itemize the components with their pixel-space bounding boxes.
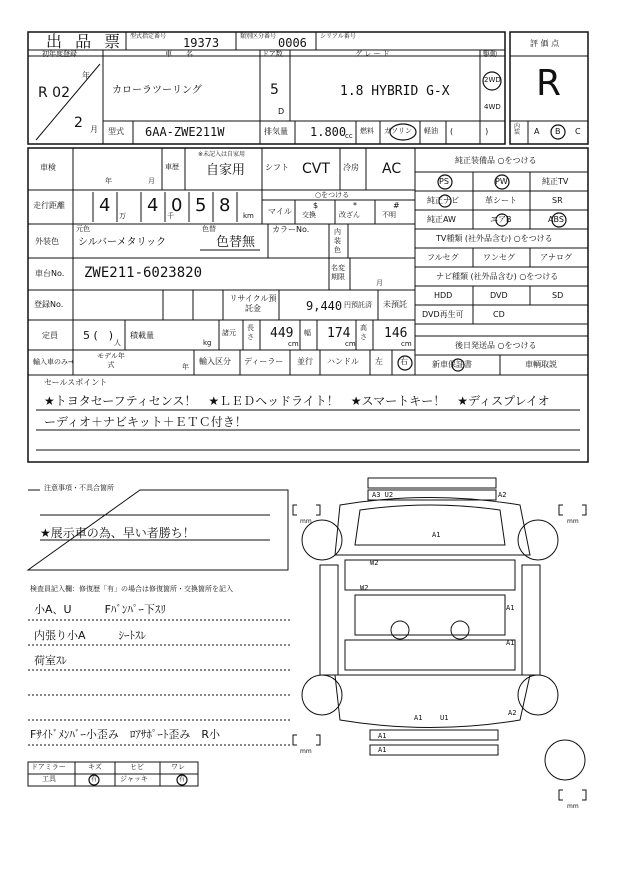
- later-manual: 車輌取説: [525, 360, 557, 369]
- shift-value: CVT: [302, 161, 330, 177]
- int-color-label: 内装色: [334, 228, 341, 254]
- reg-no-label: 登録No.: [34, 300, 64, 309]
- navi-type-title: ナビ種類 (社外品含む) ○をつける: [436, 272, 559, 281]
- import-dealer: ディーラー: [244, 357, 284, 366]
- chassis-value: ZWE211-6023820: [84, 265, 203, 281]
- recycle-label: リサイクル預託金: [229, 294, 277, 313]
- inspector-line-1: 小A、U Fﾊﾞﾝﾊﾟｰ下ｽﾘ: [34, 603, 166, 616]
- color-no-label: カラーNo.: [272, 225, 310, 234]
- import-type-label: 輸入区分: [199, 357, 231, 366]
- height-label: 高さ: [360, 324, 367, 341]
- diagram-label-right-rear-door: A1: [506, 639, 515, 647]
- opt-tv: 純正TV: [542, 177, 569, 186]
- katashiki-label: 型式指定番号: [130, 33, 167, 40]
- mileage-digit-3: 0: [171, 195, 183, 216]
- width-label: 幅: [304, 329, 311, 337]
- color-label: 外装色: [35, 237, 59, 246]
- opt-cd: CD: [493, 310, 505, 319]
- equip-title: 純正装備品 ○をつける: [455, 156, 537, 165]
- fuel-other: ( ): [450, 127, 489, 136]
- opt-fullseg: フルセグ: [427, 253, 459, 262]
- car-diagram: [293, 478, 586, 800]
- kaizan-mark: *: [353, 201, 357, 210]
- notes-text: ★展示車の為、早い者勝ち！: [40, 526, 195, 540]
- mm-front-left: mm: [300, 518, 312, 525]
- orig-color-value: シルバーメタリック: [78, 237, 167, 248]
- ruibetsu-value: 0006: [278, 36, 307, 50]
- shaken-year-unit: 年: [105, 177, 112, 185]
- car-name-label: 車 名: [165, 50, 193, 58]
- legend-mirror: ドアミラー: [31, 763, 66, 771]
- load-label: 積載量: [130, 331, 154, 340]
- shareki-value: 自家用: [206, 163, 246, 178]
- width-value: 174: [327, 326, 351, 341]
- opt-dvd-play: DVD再生可: [422, 310, 464, 319]
- doors-sub: D: [278, 107, 285, 116]
- sales-line-1: ★トヨタセーフティセンス！ ★ＬＥＤヘッドライト！ ★スマートキー！ ★ディスプレイオ: [44, 394, 550, 408]
- diagram-label-front-right: A2: [498, 491, 507, 499]
- length-value: 449: [270, 326, 294, 341]
- person-unit: 人: [114, 339, 121, 347]
- legend-tools: 工具: [42, 775, 56, 783]
- inspector-line-3: 荷室ｽﾚ: [34, 654, 67, 667]
- inspector-line-2: 内張り小A ｼｰﾄｽﾚ: [34, 629, 147, 642]
- opt-dvd: DVD: [490, 291, 508, 300]
- opt-aw: 純正AW: [427, 215, 456, 224]
- diagram-label-rear-a1: A1: [414, 714, 423, 722]
- evaluation-value: R: [536, 63, 562, 104]
- diagram-label-right-front-door: A1: [506, 604, 515, 612]
- meigi-label: 名変期限: [331, 264, 345, 281]
- sen-unit: 千: [167, 212, 174, 220]
- man-unit: 万: [119, 212, 126, 220]
- interior-label: 内装: [514, 123, 521, 136]
- shareki-note: ※未記入は自家用: [198, 151, 246, 158]
- grade-value: 1.8 HYBRID G-X: [340, 84, 450, 99]
- sales-line-2: ーディオ＋ナビキット＋ＥＴＣ付き！: [44, 415, 247, 429]
- opt-oneseg: ワンセグ: [483, 253, 515, 262]
- fuel-gasoline: ガソリン: [384, 127, 412, 135]
- notes-label: 注意事項・不具合箇所: [44, 484, 114, 492]
- recycle-value: 9,440: [306, 299, 343, 313]
- katashiki-value: 19373: [183, 36, 220, 50]
- inspector-line-6: Fｻｲﾄﾞﾒﾝﾊﾞｰ小歪み ﾛｱｻﾎﾟｰﾄ歪み R小: [30, 728, 220, 741]
- handle-label: ハンドル: [327, 357, 359, 366]
- handle-left: 左: [375, 357, 383, 366]
- inspector-label: 検査員記入欄：修復歴「有」の場合は修復箇所・交換箇所を記入: [30, 585, 233, 593]
- length-cm: cm: [288, 340, 299, 348]
- mileage-digit-2: 4: [147, 195, 159, 216]
- interior-grade-b: B: [555, 127, 561, 136]
- recycle-status: 円預託済: [344, 301, 372, 309]
- mileage-maru-note: ○をつける: [315, 191, 350, 199]
- diagram-label-left-window: W2: [360, 584, 369, 592]
- mileage-digit-4: 5: [195, 195, 207, 216]
- opt-ps: PS: [439, 177, 449, 186]
- later-warranty: 新車保証書: [432, 360, 472, 369]
- cc-unit: cc: [345, 132, 353, 140]
- first-reg-era: R 02: [38, 85, 70, 101]
- kg-unit: kg: [203, 339, 212, 347]
- mm-rear-left: mm: [300, 748, 312, 755]
- height-value: 146: [384, 326, 408, 341]
- legend-ware: ワレ: [171, 763, 185, 771]
- height-cm: cm: [401, 340, 412, 348]
- import-label: 輸入車のみ→: [33, 358, 74, 366]
- capacity-label: 定員: [42, 331, 58, 340]
- later-title: 後日発送品 ○をつける: [455, 341, 537, 350]
- mileage-label: 走行距離: [33, 201, 65, 210]
- chassis-label: 車台No.: [35, 269, 65, 278]
- width-cm: cm: [345, 340, 356, 348]
- doors-value: 5: [270, 82, 279, 98]
- month-unit: 月: [90, 125, 98, 134]
- diagram-label-rear-right: A2: [508, 709, 517, 717]
- form-title: 出 品 票: [46, 32, 125, 51]
- drive-2wd: 2WD: [484, 76, 501, 84]
- handle-right: 右: [400, 357, 408, 366]
- opt-abs: ABS: [548, 215, 564, 224]
- orig-color-label: 元色: [76, 225, 90, 233]
- opt-analog: アナログ: [540, 253, 572, 262]
- legend-hibi: ヒビ: [130, 763, 144, 771]
- import-parallel: 並行: [297, 357, 313, 366]
- tv-type-title: TV種類 (社外品含む) ○をつける: [436, 234, 553, 243]
- year-unit: 年: [82, 71, 90, 80]
- size-label: 諸元: [222, 329, 236, 337]
- km-unit: km: [243, 212, 254, 220]
- evaluation-label: 評 価 点: [530, 39, 560, 48]
- kaizan-label: 改ざん: [339, 211, 360, 219]
- diagram-label-windshield: W2: [370, 559, 379, 567]
- model-label: 型式: [108, 127, 124, 136]
- exchange-label: 交換: [302, 211, 316, 219]
- shift-label: シフト: [265, 163, 289, 172]
- mm-spare: mm: [567, 803, 579, 810]
- mileage-digit-5: 8: [219, 195, 231, 216]
- model-year-label: モデル年式: [97, 352, 125, 369]
- diagram-label-rear-bumper-2: A1: [378, 746, 387, 754]
- diagram-label-hood: A1: [432, 531, 441, 539]
- cooler-label: 冷房: [343, 163, 359, 172]
- mileage-digit-1: 4: [99, 195, 111, 216]
- interior-grade-c: C: [575, 127, 581, 136]
- opt-sd: SD: [552, 291, 564, 300]
- opt-leather: 革シート: [485, 196, 517, 205]
- fuel-diesel: 軽油: [424, 127, 438, 135]
- sales-label: セールスポイント: [44, 378, 108, 387]
- shareki-label: 車歴: [165, 163, 179, 171]
- color-change-label: 色替: [202, 225, 216, 233]
- legend-jack-yu: 有: [179, 776, 186, 783]
- capacity-value: 5 ( ): [83, 329, 114, 342]
- opt-sr: SR: [552, 196, 563, 205]
- drive-label: 駆動: [483, 50, 497, 58]
- grade-label: グ レ ー ド: [355, 50, 390, 58]
- model-year-unit: 年: [182, 363, 189, 371]
- shaken-label: 車検: [40, 163, 56, 172]
- displacement-value: 1.800: [310, 125, 347, 139]
- meigi-month-unit: 月: [376, 279, 383, 287]
- fuel-label: 燃料: [360, 127, 374, 135]
- recycle-not: 未預託: [383, 300, 407, 309]
- mile-label: マイル: [268, 207, 292, 216]
- doors-label: ドア数: [262, 50, 283, 58]
- interior-grade-a: A: [534, 127, 540, 136]
- car-name-value: カローラツーリング: [112, 85, 202, 96]
- displacement-label: 排気量: [264, 127, 288, 136]
- mm-front-right: mm: [567, 518, 579, 525]
- first-reg-month: 2: [74, 115, 83, 131]
- legend-jack: ジャッキ: [120, 775, 148, 783]
- shaken-month-unit: 月: [148, 177, 155, 185]
- drive-4wd: 4WD: [484, 103, 501, 111]
- opt-airbag: エアB: [490, 215, 512, 224]
- opt-pw: PW: [495, 177, 508, 186]
- serial-label: シリアル番号: [320, 33, 356, 40]
- opt-hdd: HDD: [434, 291, 453, 300]
- cooler-value: AC: [382, 161, 402, 177]
- fumei-mark: #: [393, 201, 400, 210]
- first-reg-label: 初年度登録: [42, 50, 77, 58]
- fumei-label: 不明: [382, 211, 396, 219]
- diagram-label-front-bumper: A3 U2: [372, 491, 394, 499]
- diagram-label-rear-u1: U1: [440, 714, 449, 722]
- legend-tools-yu: 有: [91, 776, 98, 783]
- diagram-label-rear-bumper-1: A1: [378, 732, 387, 740]
- model-value: 6AA-ZWE211W: [145, 125, 225, 139]
- exchange-mark: $: [313, 201, 319, 210]
- legend-kizu: キズ: [88, 763, 102, 771]
- color-change-value: 色替無: [216, 235, 256, 250]
- opt-navi: 純正ナビ: [427, 196, 459, 205]
- length-label: 長さ: [247, 324, 254, 341]
- ruibetsu-label: 類別区分番号: [240, 33, 277, 40]
